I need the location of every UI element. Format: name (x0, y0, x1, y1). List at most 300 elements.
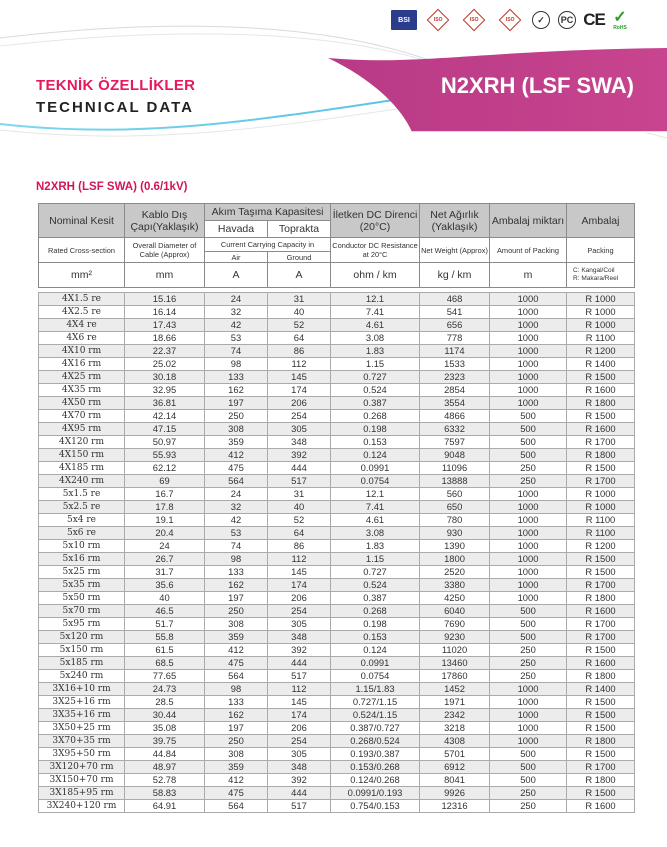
table-cell: 206 (268, 592, 331, 605)
table-body (39, 288, 635, 813)
table-cell: 17.8 (125, 501, 205, 514)
table-cell: 32 (205, 501, 268, 514)
table-cell: R 1500 (567, 553, 635, 566)
table-row (39, 306, 635, 319)
table-cell: R 1500 (567, 748, 635, 761)
table-cell: 74 (205, 540, 268, 553)
table-cell: 206 (268, 722, 331, 735)
table-cell: 162 (205, 579, 268, 592)
table-cell: 35.08 (125, 722, 205, 735)
table-cell: 53 (205, 527, 268, 540)
cert-diamond-2-icon: ISO (459, 10, 489, 30)
table-cell: 1000 (490, 553, 567, 566)
table-cell: 444 (268, 657, 331, 670)
table-cell: 359 (205, 436, 268, 449)
table-cell: 31.7 (125, 566, 205, 579)
table-cell: 64.91 (125, 800, 205, 813)
table-row (39, 566, 635, 579)
table-cell: R 1500 (567, 696, 635, 709)
table-cell: 0.754/0.153 (331, 800, 420, 813)
table-cell: 0.268 (331, 605, 420, 618)
header-nominal-tr: Nominal Kesit (39, 204, 125, 238)
table-cell: 359 (205, 631, 268, 644)
table-cell: 17.43 (125, 319, 205, 332)
header-packing-amount-tr: Ambalaj miktarı (490, 204, 567, 238)
table-cell: 1533 (420, 358, 490, 371)
table-cell: 1.15 (331, 553, 420, 566)
table-cell: R 1400 (567, 683, 635, 696)
table-cell: 1000 (490, 293, 567, 306)
table-cell: 5x50 rm (39, 592, 125, 605)
table-cell: 250 (490, 787, 567, 800)
table-cell: 250 (205, 735, 268, 748)
table-cell: 86 (268, 345, 331, 358)
table-cell: 3X50+25 rm (39, 722, 125, 735)
table-cell: 174 (268, 384, 331, 397)
header-packing-tr: Ambalaj (567, 204, 635, 238)
table-cell: 112 (268, 358, 331, 371)
unit-air: A (205, 263, 268, 288)
table-cell: 5x120 rm (39, 631, 125, 644)
table-cell: 1.83 (331, 540, 420, 553)
table-cell: 28.5 (125, 696, 205, 709)
table-cell: R 1400 (567, 358, 635, 371)
table-cell: 9048 (420, 449, 490, 462)
table-cell: 47.15 (125, 423, 205, 436)
table-cell: 0.193/0.387 (331, 748, 420, 761)
table-cell: 42.14 (125, 410, 205, 423)
table-row (39, 475, 635, 488)
table-cell: 42 (205, 514, 268, 527)
table-cell: 1000 (490, 384, 567, 397)
table-cell: 250 (490, 657, 567, 670)
table-cell: 4X185 rm (39, 462, 125, 475)
table-cell: 62.12 (125, 462, 205, 475)
table-cell: 6912 (420, 761, 490, 774)
table-cell: 3X240+120 rm (39, 800, 125, 813)
table-cell: 0.268 (331, 410, 420, 423)
table-cell: 5x6 re (39, 527, 125, 540)
table-cell: R 1500 (567, 644, 635, 657)
table-cell: 348 (268, 761, 331, 774)
table-cell: 4X240 rm (39, 475, 125, 488)
table-row (39, 696, 635, 709)
packing-legend-coil: C: Kangal/Coil (573, 267, 615, 274)
table-cell: 0.198 (331, 423, 420, 436)
table-cell: R 1500 (567, 462, 635, 475)
table-cell: 475 (205, 787, 268, 800)
table-row (39, 579, 635, 592)
cert-diamond-3-icon: ISO (495, 10, 525, 30)
table-cell: 36.81 (125, 397, 205, 410)
table-cell: 48.97 (125, 761, 205, 774)
table-cell: 98 (205, 683, 268, 696)
table-cell: 0.387 (331, 592, 420, 605)
table-row (39, 774, 635, 787)
table-cell: 517 (268, 475, 331, 488)
table-cell: R 1600 (567, 384, 635, 397)
table-cell: 133 (205, 566, 268, 579)
table-cell: 40 (268, 501, 331, 514)
table-cell: 98 (205, 553, 268, 566)
table-cell: 98 (205, 358, 268, 371)
table-cell: 174 (268, 579, 331, 592)
table-cell: 392 (268, 774, 331, 787)
table-cell: 5x10 rm (39, 540, 125, 553)
table-cell: 475 (205, 657, 268, 670)
table-row (39, 553, 635, 566)
table-row (39, 397, 635, 410)
table-cell: 4X25 rm (39, 371, 125, 384)
table-cell: R 1500 (567, 722, 635, 735)
table-cell: 4866 (420, 410, 490, 423)
table-cell: 1000 (490, 514, 567, 527)
table-cell: 4X1.5 re (39, 293, 125, 306)
table-cell: 0.0991/0.193 (331, 787, 420, 800)
table-cell: 4X6 re (39, 332, 125, 345)
table-cell: 4X16 rm (39, 358, 125, 371)
table-cell: 55.8 (125, 631, 205, 644)
table-cell: R 1100 (567, 332, 635, 345)
table-cell: 77.65 (125, 670, 205, 683)
table-cell: 1800 (420, 553, 490, 566)
table-cell: 25.02 (125, 358, 205, 371)
table-row (39, 514, 635, 527)
table-cell: 46.5 (125, 605, 205, 618)
table-cell: R 1600 (567, 605, 635, 618)
table-cell: 16.7 (125, 488, 205, 501)
table-row (39, 605, 635, 618)
table-cell: 0.524/1.15 (331, 709, 420, 722)
table-cell: 930 (420, 527, 490, 540)
table-cell: 5701 (420, 748, 490, 761)
table-cell: R 1600 (567, 423, 635, 436)
table-cell: 1000 (490, 735, 567, 748)
table-row (39, 345, 635, 358)
table-cell: 1000 (490, 345, 567, 358)
table-cell: 5x1.5 re (39, 488, 125, 501)
table-cell: R 1500 (567, 371, 635, 384)
table-cell: 500 (490, 761, 567, 774)
table-cell: 348 (268, 436, 331, 449)
table-cell: 133 (205, 696, 268, 709)
table-row (39, 423, 635, 436)
table-cell: 0.153 (331, 436, 420, 449)
product-title: N2XRH (LSF SWA) (440, 73, 634, 98)
table-cell: 1174 (420, 345, 490, 358)
table-cell: 254 (268, 735, 331, 748)
table-cell: 541 (420, 306, 490, 319)
table-cell: R 1800 (567, 592, 635, 605)
table-cell: 1971 (420, 696, 490, 709)
table-cell: 254 (268, 605, 331, 618)
table-cell: 650 (420, 501, 490, 514)
table-cell: 24 (205, 293, 268, 306)
table-subtitle: N2XRH (LSF SWA) (0.6/1kV) (36, 181, 188, 193)
table-row (39, 462, 635, 475)
unit-diameter: mm (125, 263, 205, 288)
table-cell: 3X185+95 rm (39, 787, 125, 800)
table-row (39, 293, 635, 306)
table-cell: 2342 (420, 709, 490, 722)
page-header (0, 0, 667, 150)
table-cell: 2520 (420, 566, 490, 579)
packing-legend (567, 263, 635, 288)
table-row (39, 670, 635, 683)
table-cell: 3218 (420, 722, 490, 735)
table-cell: 12316 (420, 800, 490, 813)
table-cell: R 1700 (567, 618, 635, 631)
table-cell: 162 (205, 709, 268, 722)
table-cell: 40 (268, 306, 331, 319)
table-cell: 22.37 (125, 345, 205, 358)
table-cell: 1000 (490, 527, 567, 540)
table-cell: 3X16+10 rm (39, 683, 125, 696)
table-cell: 30.44 (125, 709, 205, 722)
table-cell: 1000 (490, 371, 567, 384)
table-cell: 308 (205, 423, 268, 436)
table-cell: 13460 (420, 657, 490, 670)
table-cell: 5x70 rm (39, 605, 125, 618)
rohs-icon: ✓ RoHS (613, 8, 627, 31)
table-cell: 31 (268, 488, 331, 501)
header-diameter-en: Overall Diameter of Cable (Approx) (125, 238, 205, 263)
table-cell: 11096 (420, 462, 490, 475)
table-cell: 500 (490, 449, 567, 462)
table-cell: 69 (125, 475, 205, 488)
table-cell: 197 (205, 397, 268, 410)
table-row (39, 735, 635, 748)
table-cell: 1.15/1.83 (331, 683, 420, 696)
table-cell: 61.5 (125, 644, 205, 657)
section-title-turkish: TEKNİK ÖZELLİKLER (36, 77, 196, 94)
table-cell: 1000 (490, 709, 567, 722)
table-row (39, 371, 635, 384)
table-cell: 3X95+50 rm (39, 748, 125, 761)
header-air: Air (205, 252, 268, 263)
table-cell: 4X70 rm (39, 410, 125, 423)
table-row (39, 657, 635, 670)
table-cell: 3X35+16 rm (39, 709, 125, 722)
table-cell: 0.0754 (331, 670, 420, 683)
table-row (39, 436, 635, 449)
cert-pc-icon: PC (557, 10, 577, 30)
table-cell: 6040 (420, 605, 490, 618)
table-cell: 392 (268, 644, 331, 657)
table-cell: 3X150+70 rm (39, 774, 125, 787)
table-cell: 4X150 rm (39, 449, 125, 462)
unit-amount: m (490, 263, 567, 288)
table-cell: 444 (268, 462, 331, 475)
header-toprakta: Toprakta (268, 221, 331, 238)
table-cell: 4X95 rm (39, 423, 125, 436)
table-cell: 52.78 (125, 774, 205, 787)
header-resistance-en: Conductor DC Resistance at 20°C (331, 238, 420, 263)
table-cell: 4X4 re (39, 319, 125, 332)
table-cell: 5x2.5 re (39, 501, 125, 514)
table-cell: R 1800 (567, 670, 635, 683)
table-cell: 11020 (420, 644, 490, 657)
ce-mark-icon: CE (583, 10, 605, 29)
header-packing-amount-en: Amount of Packing (490, 238, 567, 263)
table-cell: 250 (490, 800, 567, 813)
table-cell: 86 (268, 540, 331, 553)
table-cell: 35.6 (125, 579, 205, 592)
table-cell: 5x25 rm (39, 566, 125, 579)
table-row (39, 748, 635, 761)
table-cell: 13888 (420, 475, 490, 488)
cert-box-icon: BSI (391, 10, 417, 30)
table-cell: R 1500 (567, 787, 635, 800)
table-cell: 1000 (490, 358, 567, 371)
table-row (39, 800, 635, 813)
table-cell: 2323 (420, 371, 490, 384)
header-current-en: Current Carrying Capacity in (205, 238, 331, 252)
packing-legend-reel: R: Makara/Reel (573, 275, 619, 282)
table-cell: 4250 (420, 592, 490, 605)
table-row (39, 592, 635, 605)
table-cell: 17860 (420, 670, 490, 683)
table-cell: R 1000 (567, 306, 635, 319)
table-cell: R 1500 (567, 566, 635, 579)
table-cell: 305 (268, 618, 331, 631)
table-cell: 52 (268, 319, 331, 332)
table-row (39, 319, 635, 332)
table-cell: 44.84 (125, 748, 205, 761)
table-cell: 5x95 rm (39, 618, 125, 631)
table-cell: 560 (420, 488, 490, 501)
table-cell: 1000 (490, 540, 567, 553)
table-cell: 564 (205, 670, 268, 683)
table-row (39, 488, 635, 501)
table-cell: 197 (205, 722, 268, 735)
table-cell: 15.16 (125, 293, 205, 306)
table-cell: 3380 (420, 579, 490, 592)
table-cell: R 1700 (567, 631, 635, 644)
table-cell: 162 (205, 384, 268, 397)
table-cell: 517 (268, 670, 331, 683)
table-cell: 500 (490, 436, 567, 449)
table-cell: 4308 (420, 735, 490, 748)
table-cell: 5x35 rm (39, 579, 125, 592)
header-weight-en: Net Weight (Approx) (420, 238, 490, 263)
table-cell: 7.41 (331, 501, 420, 514)
table-cell: 1000 (490, 501, 567, 514)
unit-resistance: ohm / km (331, 263, 420, 288)
table-cell: 780 (420, 514, 490, 527)
unit-section: mm² (39, 263, 125, 288)
table-cell: 24 (205, 488, 268, 501)
table-cell: 564 (205, 800, 268, 813)
table-row (39, 540, 635, 553)
table-cell: R 1000 (567, 501, 635, 514)
table-cell: 250 (205, 410, 268, 423)
table-cell: 32.95 (125, 384, 205, 397)
table-cell: 1.15 (331, 358, 420, 371)
table-cell: 1000 (490, 306, 567, 319)
table-cell: 3.08 (331, 527, 420, 540)
table-cell: 1000 (490, 319, 567, 332)
table-cell: 656 (420, 319, 490, 332)
table-cell: 1000 (490, 397, 567, 410)
table-cell: 5x16 rm (39, 553, 125, 566)
table-row (39, 722, 635, 735)
table-cell: 18.66 (125, 332, 205, 345)
table-cell: 4X120 rm (39, 436, 125, 449)
table-cell: 8041 (420, 774, 490, 787)
table-cell: 1.83 (331, 345, 420, 358)
table-cell: 145 (268, 566, 331, 579)
table-cell: 5x185 rm (39, 657, 125, 670)
table-cell: 5x240 rm (39, 670, 125, 683)
table-cell: 206 (268, 397, 331, 410)
table-cell: R 1700 (567, 436, 635, 449)
table-cell: 468 (420, 293, 490, 306)
table-cell: 500 (490, 605, 567, 618)
table-cell: 500 (490, 631, 567, 644)
cert-diamond-1-icon: ISO (423, 10, 453, 30)
table-row (39, 501, 635, 514)
table-cell: 3554 (420, 397, 490, 410)
table-cell: R 1600 (567, 657, 635, 670)
table-cell: 1452 (420, 683, 490, 696)
table-cell: 1000 (490, 722, 567, 735)
table-cell: 3.08 (331, 332, 420, 345)
table-cell: 1000 (490, 332, 567, 345)
table-row (39, 683, 635, 696)
table-cell: 500 (490, 748, 567, 761)
table-cell: 31 (268, 293, 331, 306)
table-cell: 145 (268, 371, 331, 384)
table-cell: 3X120+70 rm (39, 761, 125, 774)
table-cell: 40 (125, 592, 205, 605)
table-row (39, 709, 635, 722)
section-title-english: TECHNICAL DATA (36, 99, 194, 116)
table-cell: 250 (490, 475, 567, 488)
table-cell: 20.4 (125, 527, 205, 540)
unit-ground: A (268, 263, 331, 288)
table-cell: 12.1 (331, 293, 420, 306)
table-cell: 74 (205, 345, 268, 358)
table-cell: 412 (205, 644, 268, 657)
table-cell: 0.387 (331, 397, 420, 410)
table-cell: R 1800 (567, 774, 635, 787)
table-cell: 4X10 rm (39, 345, 125, 358)
header-diameter-tr: Kablo Dış Çapı(Yaklaşık) (125, 204, 205, 238)
header-nominal-en: Rated Cross-section (39, 238, 125, 263)
table-cell: 68.5 (125, 657, 205, 670)
table-cell: 53 (205, 332, 268, 345)
table-cell: R 1800 (567, 449, 635, 462)
table-cell: 0.124 (331, 449, 420, 462)
table-cell: 32 (205, 306, 268, 319)
table-cell: 4.61 (331, 319, 420, 332)
table-cell: R 1800 (567, 397, 635, 410)
table-cell: R 1000 (567, 293, 635, 306)
table-cell: 2854 (420, 384, 490, 397)
table-cell: 145 (268, 696, 331, 709)
table-row (39, 449, 635, 462)
table-cell: 0.153 (331, 631, 420, 644)
table-cell: 0.727 (331, 371, 420, 384)
table-cell: 1390 (420, 540, 490, 553)
table-cell: 4X2.5 re (39, 306, 125, 319)
table-cell: R 1200 (567, 345, 635, 358)
table-cell: 197 (205, 592, 268, 605)
table-cell: 475 (205, 462, 268, 475)
table-cell: 517 (268, 800, 331, 813)
table-cell: 19.1 (125, 514, 205, 527)
